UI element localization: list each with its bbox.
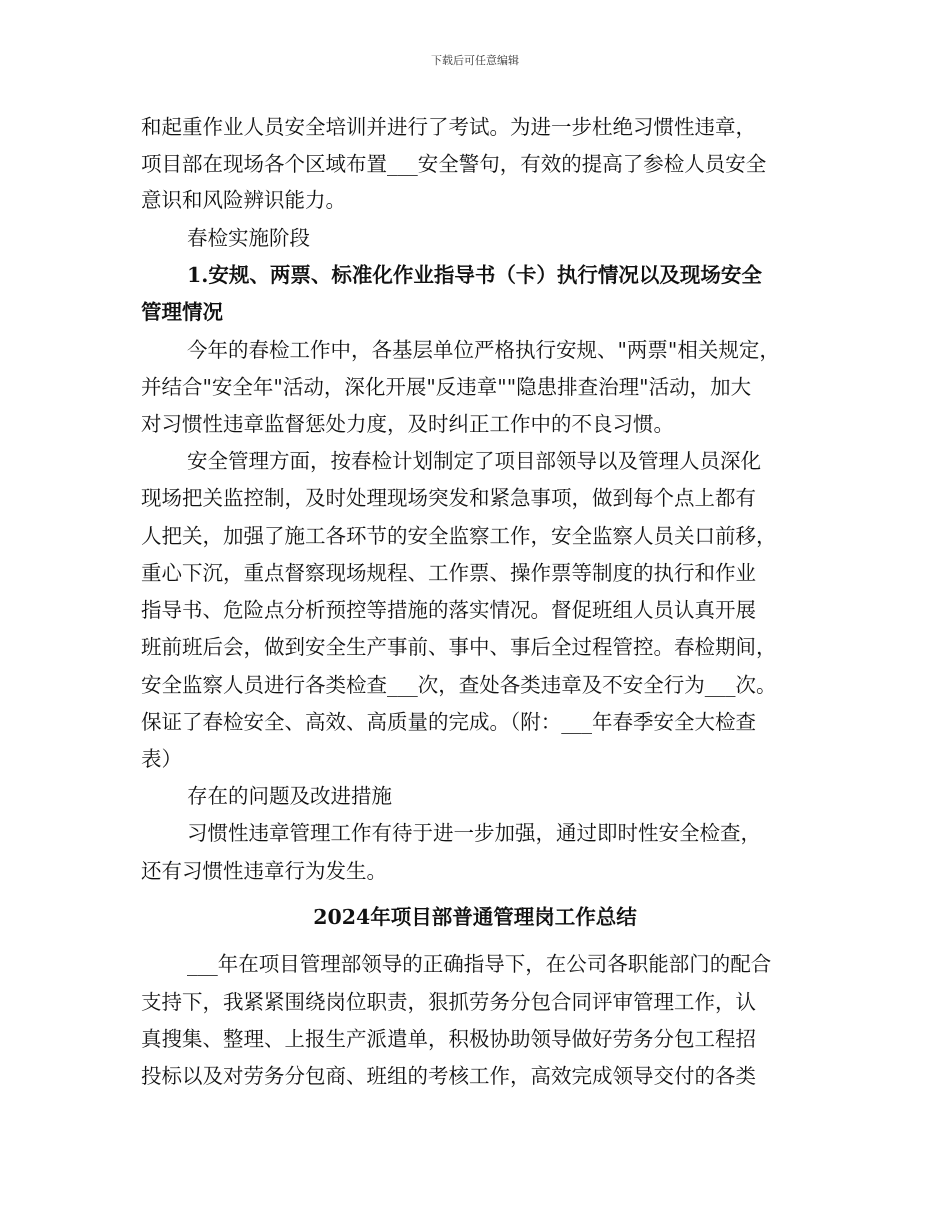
- text-line: 现场把关监控制，及时处理现场突发和紧急事项，做到每个点上都有: [141, 486, 756, 510]
- text-line: 人把关，加强了施工各环节的安全监察工作，安全监察人员关口前移，: [141, 524, 777, 548]
- section-heading: 存在的问题及改进措施: [187, 784, 392, 808]
- text-line: 支持下，我紧紧围绕岗位职责，狠抓劳务分包合同评审管理工作，认: [141, 990, 756, 1014]
- page-header: 下载后可任意编辑: [431, 54, 519, 67]
- text-line: 表）: [141, 747, 182, 771]
- text-line: 和起重作业人员安全培训并进行了考试。为进一步杜绝习惯性违章，: [141, 115, 756, 139]
- text-line: 真搜集、整理、上报生产派遣单，积极协助领导做好劳务分包工程招: [141, 1027, 756, 1051]
- text-line: 今年的春检工作中，各基层单位严格执行安规、"两票"相关规定，: [187, 338, 780, 362]
- text-line: 安全管理方面，按春检计划制定了项目部领导以及管理人员深化: [187, 449, 761, 473]
- text-line: 项目部在现场各个区域布置___安全警句，有效的提高了参检人员安全: [141, 152, 767, 176]
- text-line: 投标以及对劳务分包商、班组的考核工作，高效完成领导交付的各类: [141, 1064, 756, 1088]
- text-line: 重心下沉，重点督察现场规程、工作票、操作票等制度的执行和作业: [141, 561, 756, 585]
- text-line: 班前班后会，做到安全生产事前、事中、事后全过程管控。春检期间，: [141, 635, 777, 659]
- text-line: 还有习惯性违章行为发生。: [141, 859, 387, 883]
- text-line: 对习惯性违章监督惩处力度，及时纠正工作中的不良习惯。: [141, 412, 674, 436]
- text-line: 指导书、危险点分析预控等措施的落实情况。督促班组人员认真开展: [141, 598, 756, 622]
- document-title: 2024年项目部普通管理岗工作总结: [313, 905, 637, 929]
- text-line: 意识和风险辨识能力。: [141, 188, 346, 212]
- section-heading: 春检实施阶段: [187, 226, 310, 250]
- text-line: 并结合"安全年"活动，深化开展"反违章""隐患排查治理"活动，加大: [141, 375, 752, 399]
- text-line: ___年在项目管理部领导的正确指导下，在公司各职能部门的配合: [187, 952, 772, 976]
- text-line: 安全监察人员进行各类检查___次，查处各类违章及不安全行为___次。: [141, 673, 777, 697]
- text-line: 保证了春检安全、高效、高质量的完成。（附：___年春季安全大检查: [141, 710, 756, 734]
- subsection-heading: 管理情况: [141, 300, 223, 324]
- text-line: 习惯性违章管理工作有待于进一步加强，通过即时性安全检查，: [187, 821, 761, 845]
- subsection-heading: 1.安规、两票、标准化作业指导书（卡）执行情况以及现场安全: [187, 263, 762, 287]
